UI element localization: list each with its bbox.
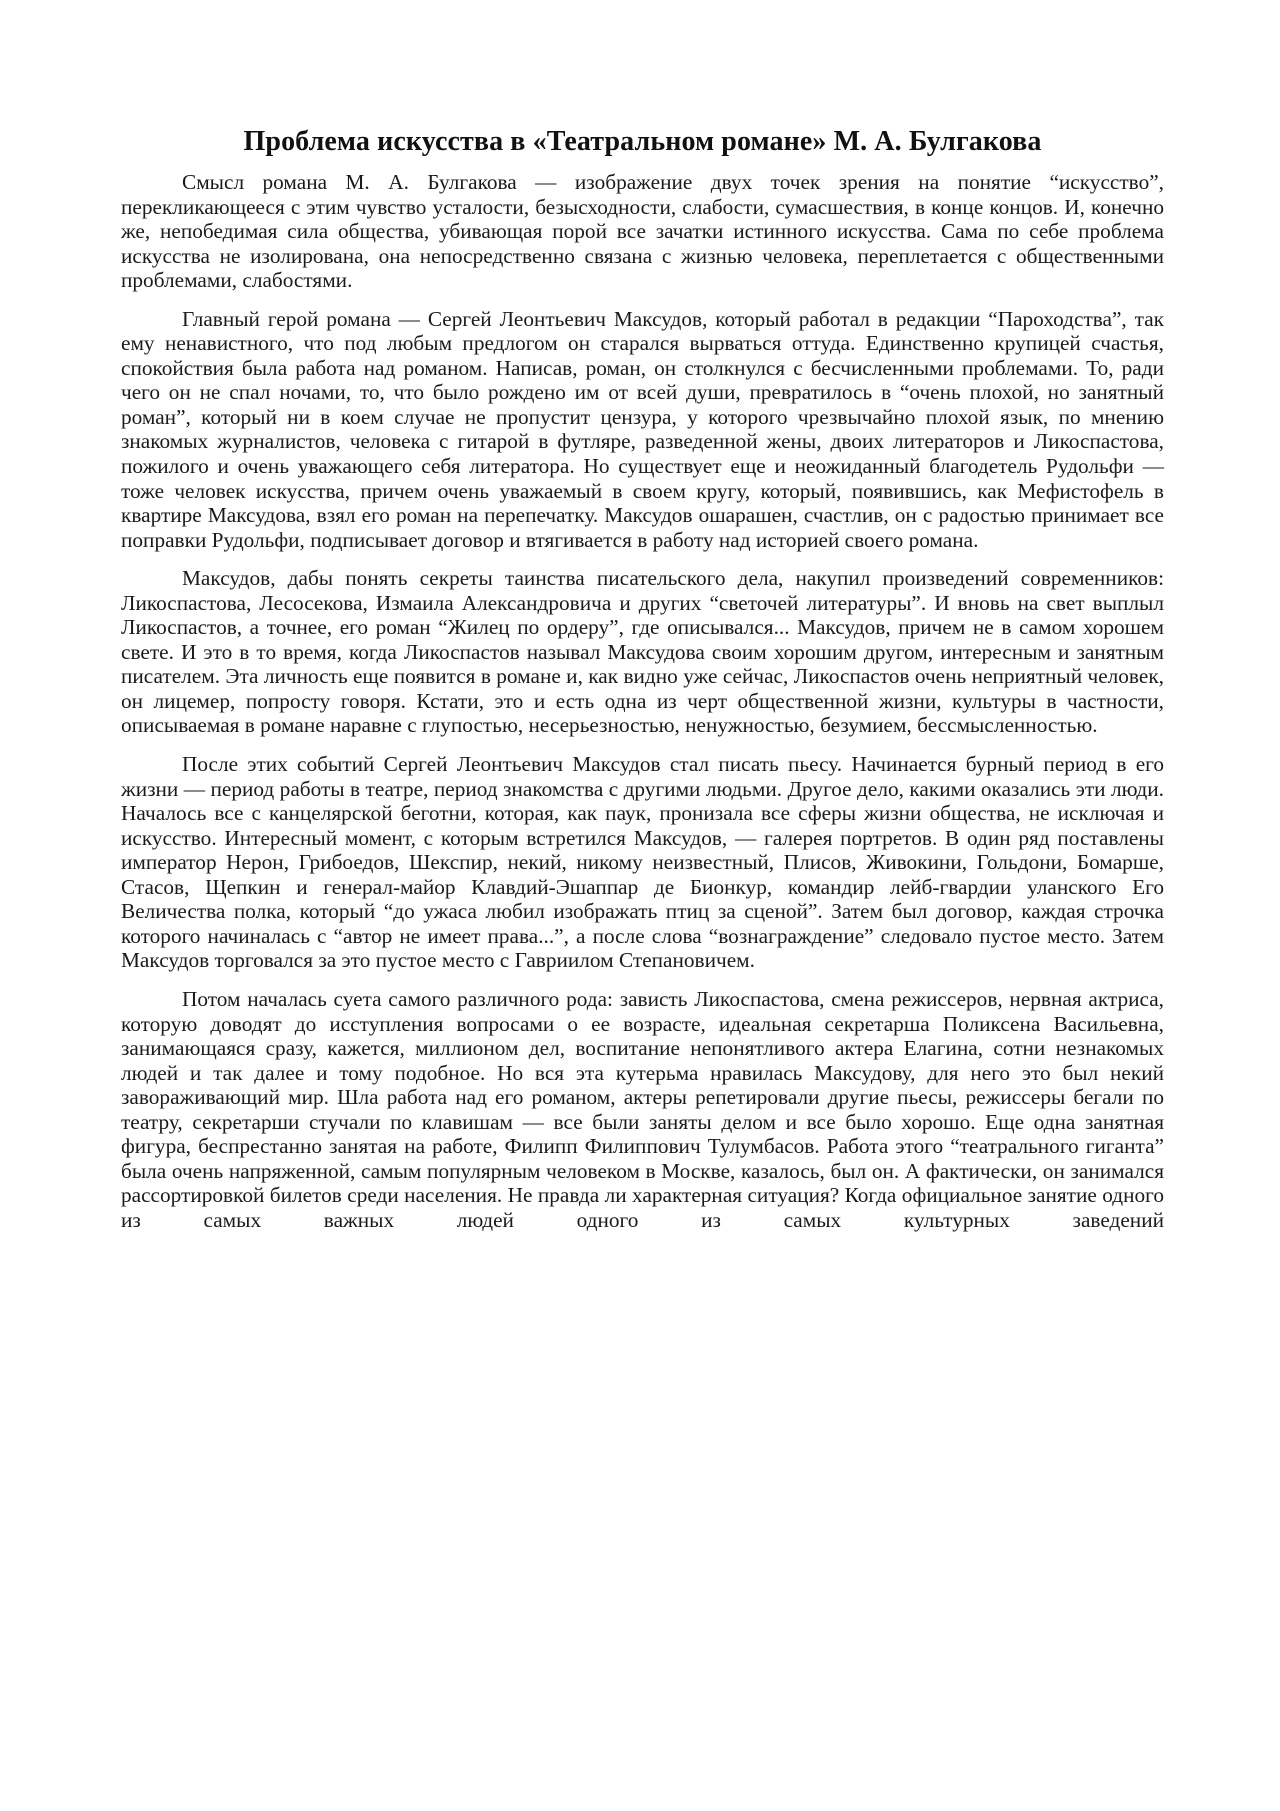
paragraph-5: Потом началась суета самого различного рода: зависть Ликоспастова, смена режиссеров, нервная актриса, которую доводят до исступления вопросами о ее возрасте, идеальная секретарша Поликсена Васильевна, занимающаяся сразу, кажется, миллионом дел, воспитание непонятливого актера Елагина, сотни незнакомых людей и так далее и тому подобное. Но вся эта кутерьма нравилась Максудову, для него это был некий завораживающий мир. Шла работа над его романом, актеры репетировали другие пьесы, режиссеры бегали по театру, секретарши стучали по клавишам — все были заняты делом и все было хорошо. Еще одна занятная фигура, беспрестанно занятая на работе, Филипп Филиппович Тулумбасов. Работа этого “театрального гиганта” была очень напряженной, самым популярным человеком в Москве, казалось, был он. А фактически, он занимался рассортировкой билетов среди населения. Не правда ли характерная ситуация? Когда официальное занятие одного из самых важных людей одного из самых культурных заведений	[121, 986, 1164, 1232]
paragraph-3: Максудов, дабы понять секреты таинства писательского дела, накупил произведений современников: Ликоспастова, Лесосекова, Измаила Александровича и других “светочей литературы”. И вновь на свет выплыл Ликоспастов, а точнее, его роман “Жилец по ордеру”, где описывался... Максудов, причем не в самом хорошем свете. И это в то время, когда Ликоспастов называл Максудова своим хорошим другом, интересным и занятным писателем. Эта личность еще появится в романе и, как видно уже сейчас, Ликоспастов очень неприятный человек, он лицемер, попросту говоря. Кстати, это и есть одна из черт общественной жизни, культуры в частности, описываемая в романе наравне с глупостью, несерьезностью, ненужностью, безумием, бессмысленностью.	[121, 566, 1164, 738]
paragraph-1: Смысл романа М. А. Булгакова — изображение двух точек зрения на понятие “искусство”, перекликающееся с этим чувство усталости, безысходности, слабости, сумасшествия, в конце концов. И, конечно же, непобедимая сила общества, убивающая порой все зачатки истинного искусства. Сама по себе проблема искусства не изолирована, она непосредственно связана с жизнью человека, переплетается с общественными проблемами, слабостями.	[121, 170, 1164, 293]
paragraph-4: После этих событий Сергей Леонтьевич Максудов стал писать пьесу. Начинается бурный период в его жизни — период работы в театре, период знакомства с другими людьми. Другое дело, какими оказались эти люди. Началось все с канцелярской беготни, которая, как паук, пронизала все сферы жизни общества, не исключая и искусство. Интересный момент, с которым встретился Максудов, — галерея портретов. В один ряд поставлены император Нерон, Грибоедов, Шекспир, некий, никому неизвестный, Плисов, Живокини, Гольдони, Бомарше, Стасов, Щепкин и генерал-майор Клавдий-Эшаппар де Бионкур, командир лейб-гвардии уланского Его Величества полка, который “до ужаса любил изображать птиц за сценой”. Затем был договор, каждая строчка которого начиналась с “автор не имеет права...”, а после слова “вознаграждение” следовало пустое место. Затем Максудов торговался за это пустое место с Гавриилом Степановичем.	[121, 752, 1164, 973]
document-page	[121, 122, 1164, 1246]
paragraph-2: Главный герой романа — Сергей Леонтьевич Максудов, который работал в редакции “Пароходства”, так ему ненавистного, что под любым предлогом он старался вырваться оттуда. Единственно крупицей счастья, спокойствия была работа над романом. Написав, роман, он столкнулся с бесчисленными проблемами. То, ради чего он не спал ночами, то, что было рождено им от всей души, превратилось в “очень плохой, но занятный роман”, который ни в коем случае не пропустит цензура, у которого чрезвычайно плохой язык, по мнению знакомых журналистов, человека с гитарой в футляре, разведенной жены, двоих литераторов и Ликоспастова, пожилого и очень уважающего себя литератора. Но существует еще и неожиданный благодетель Рудольфи — тоже человек искусства, причем очень уважаемый в своем кругу, который, появившись, как Мефистофель в квартире Максудова, взял его роман на перепечатку. Максудов ошарашен, счастлив, он с радостью принимает все поправки Рудольфи, подписывает договор и втягивается в работу над историей своего романа.	[121, 306, 1164, 552]
document-title: Проблема искусства в «Театральном романе» М. А. Булгакова	[243, 126, 1042, 157]
